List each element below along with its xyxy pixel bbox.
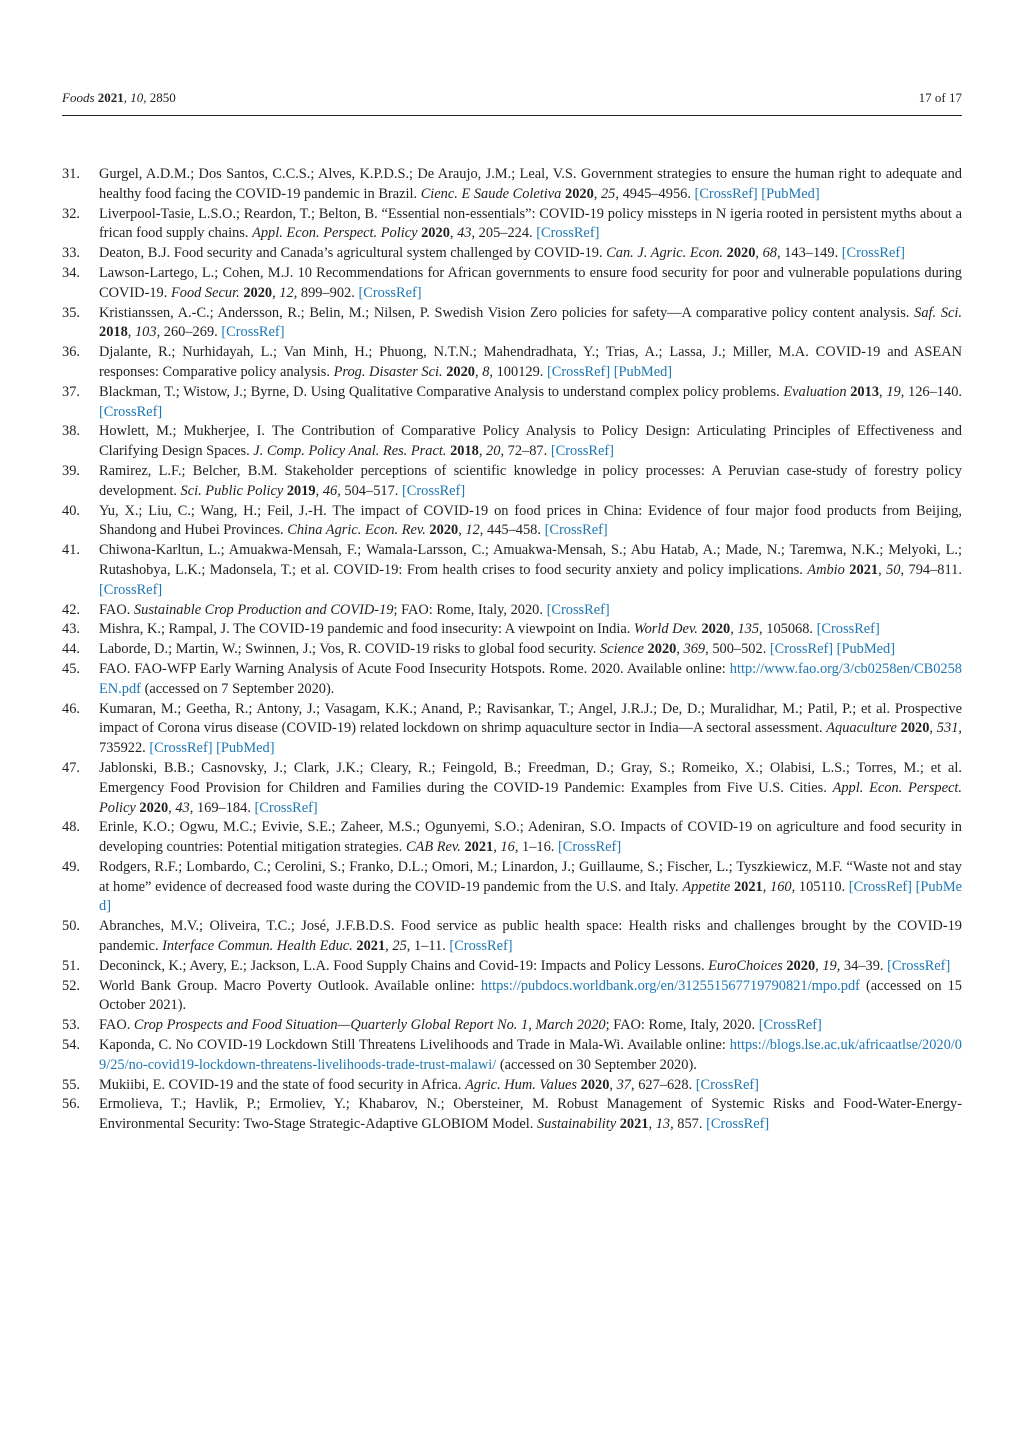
- reference-text: ,: [929, 720, 937, 737]
- reference-text: ,: [755, 245, 763, 262]
- crossref-link[interactable]: [CrossRef]: [769, 641, 834, 658]
- reference-italic-text: Saf. Sci.: [914, 304, 963, 321]
- reference-text: Djalante, R.; Nurhidayah, L.; Van Minh, H.; Phuong, N.T.N.; Mahendradhata, Y.; Trias, A.; Lassa, J.; Miller, M.A. COVID-19 and ASEAN responses: Comparative policy analysis.: [99, 344, 962, 380]
- crossref-link[interactable]: [CrossRef]: [887, 957, 951, 974]
- reference-year: 2020: [647, 641, 677, 658]
- reference-year: 2018: [99, 324, 128, 341]
- reference-italic-text: 135: [737, 621, 760, 638]
- reference-text: ,: [315, 482, 323, 499]
- reference-item: [62, 165, 962, 205]
- reference-year: 2021: [356, 938, 386, 955]
- reference-text: , 260–269.: [156, 324, 222, 341]
- reference-text: ,: [878, 561, 887, 578]
- reference-text: ; FAO: Rome, Italy, 2020.: [605, 1017, 759, 1034]
- reference-text: ,: [475, 363, 483, 380]
- reference-text: Deaton, B.J. Food security and Canada’s agricultural system challenged by COVID-19.: [99, 245, 607, 262]
- reference-italic-text: Cienc. E Saude Coletiva: [420, 185, 562, 202]
- reference-italic-text: 160: [770, 878, 792, 895]
- reference-text: Kumaran, M.; Geetha, R.; Antony, J.; Vasagam, K.K.; Anand, P.; Ravisankar, T.; Angel, J.R.J.; De, D.; Muralidhar, M.; Patil, P.; et al. Prospective impact of Corona virus disease (COVID-19) related lockdown on shrimp aquaculture sector in India—A sectoral assessment.: [99, 700, 962, 737]
- pubmed-link[interactable]: [PubMed]: [613, 363, 673, 380]
- reference-item: [62, 977, 962, 1017]
- reference-italic-text: Appl. Econ. Perspect. Policy: [252, 225, 418, 242]
- reference-item: [62, 917, 962, 957]
- reference-italic-text: Science: [599, 641, 644, 658]
- reference-item: [62, 462, 962, 502]
- reference-italic-text: Appl. Econ. Perspect. Policy: [99, 779, 962, 816]
- reference-italic-text: 19: [822, 957, 837, 974]
- crossref-link[interactable]: [CrossRef]: [221, 324, 285, 341]
- reference-text: , 205–224.: [471, 225, 537, 242]
- reference-year: 2019: [286, 482, 316, 499]
- reference-year: 2020: [421, 225, 450, 242]
- reference-italic-text: 68: [762, 245, 777, 262]
- reference-year: 2020: [565, 185, 594, 202]
- reference-text: ,: [609, 1076, 617, 1093]
- reference-text: , 1–16.: [514, 839, 558, 856]
- reference-text: Liverpool-Tasie, L.S.O.; Reardon, T.; Belton, B. “Essential non-essentials”: COVID-19 policy missteps in N igeria rooted in persistent myths about a frican food supply chains.: [99, 205, 962, 242]
- reference-text: Erinle, K.O.; Ogwu, M.C.; Evivie, S.E.; Zaheer, M.S.; Ogunyemi, S.O.; Adeniran, S.O. Impacts of COVID-19 on agriculture and food security in developing countries: Potential mitigation strategies.: [99, 819, 962, 856]
- reference-number: 47.: [62, 759, 80, 776]
- reference-italic-text: 12: [465, 522, 480, 539]
- reference-italic-text: Sustainable Crop Production and COVID-19: [133, 601, 394, 618]
- reference-number: 37.: [62, 383, 80, 400]
- reference-item: [62, 1076, 962, 1096]
- reference-year: 2021: [733, 878, 763, 895]
- reference-item: [62, 700, 962, 759]
- reference-italic-text: 20: [486, 443, 501, 460]
- reference-text: , 1–11.: [406, 938, 450, 955]
- reference-item: [62, 304, 962, 344]
- reference-text: , 4945–4956.: [615, 185, 695, 202]
- reference-text: Blackman, T.; Wistow, J.; Byrne, D. Using Qualitative Comparative Analysis to understand complex policy problems.: [99, 383, 784, 400]
- reference-text: Jablonski, B.B.; Casnovsky, J.; Clark, J.K.; Cleary, R.; Feingold, B.; Freedman, D.; Gray, S.; Romeiko, X.; Olabisi, L.S.; Torres, M.; et al. Emergency Food Provision for Children and Families during the COVID-19 Pandemic: Examples from Five U.S. Cities.: [99, 759, 962, 796]
- reference-italic-text: J. Comp. Policy Anal. Res. Pract.: [253, 443, 447, 460]
- reference-text: , 34–39.: [836, 957, 888, 974]
- journal-year: 2021: [97, 90, 124, 105]
- reference-item: [62, 957, 962, 977]
- reference-text: (accessed on 30 September 2020).: [496, 1056, 697, 1073]
- reference-number: 56.: [62, 1096, 80, 1113]
- reference-text: Kaponda, C. No COVID-19 Lockdown Still Threatens Livelihoods and Trade in Mala-Wi. Available online:: [99, 1037, 730, 1054]
- reference-number: 55.: [62, 1076, 80, 1093]
- reference-italic-text: Ambio: [807, 561, 845, 578]
- reference-italic-text: 46: [322, 482, 338, 499]
- reference-italic-text: 369: [683, 641, 706, 658]
- reference-number: 35.: [62, 304, 80, 321]
- reference-text: , 72–87.: [500, 443, 551, 460]
- reference-number: 32.: [62, 205, 80, 222]
- crossref-link[interactable]: [CrossRef]: [557, 839, 622, 856]
- reference-italic-text: Interface Commun. Health Educ.: [162, 938, 353, 955]
- reference-text: , 794–811.: [900, 561, 962, 578]
- reference-text: , 143–149.: [777, 245, 842, 262]
- reference-number: 53.: [62, 1017, 80, 1034]
- reference-item: [62, 640, 962, 660]
- reference-italic-text: 16: [500, 839, 515, 856]
- reference-number: 48.: [62, 819, 80, 836]
- reference-italic-text: 13: [655, 1116, 671, 1133]
- reference-text: , 899–902.: [293, 284, 359, 301]
- reference-italic-text: 37: [616, 1076, 631, 1093]
- reference-text: ,: [730, 621, 738, 638]
- pubmed-link[interactable]: [PubMed]: [99, 878, 963, 915]
- crossref-link[interactable]: [CrossRef]: [546, 363, 611, 380]
- reference-year: 2021: [849, 561, 879, 578]
- reference-italic-text: Sustainability: [536, 1116, 617, 1133]
- reference-year: 2013: [850, 383, 880, 400]
- reference-number: 39.: [62, 462, 80, 479]
- reference-text: , 169–184.: [189, 799, 255, 816]
- reference-text: World Bank Group. Macro Poverty Outlook. Available online:: [99, 977, 481, 994]
- reference-italic-text: 25: [392, 938, 407, 955]
- crossref-link[interactable]: [CrossRef]: [544, 522, 608, 539]
- article-number: , 2850: [143, 90, 176, 105]
- reference-italic-text: Food Secur.: [170, 284, 240, 301]
- crossref-link[interactable]: [CrossRef]: [401, 482, 466, 499]
- reference-number: 54.: [62, 1037, 80, 1054]
- crossref-link[interactable]: [CrossRef]: [694, 185, 758, 202]
- reference-year: 2018: [450, 443, 479, 460]
- reference-list: [62, 165, 962, 1135]
- reference-text: , 857.: [670, 1116, 707, 1133]
- crossref-link[interactable]: [CrossRef]: [546, 601, 610, 618]
- reference-text: ,: [478, 443, 487, 460]
- reference-text: ,: [676, 641, 684, 658]
- reference-italic-text: 8: [482, 363, 490, 380]
- reference-text: Mishra, K.; Rampal, J. The COVID-19 pandemic and food insecurity: A viewpoint on India.: [99, 621, 634, 638]
- crossref-link[interactable]: [CrossRef]: [706, 1116, 770, 1133]
- reference-url-link[interactable]: https://blogs.lse.ac.uk/africaatlse/2020/09/25/no-covid19-lockdown-threatens-livelihoods-trade-trust-malawi/: [99, 1037, 962, 1073]
- reference-italic-text: World Dev.: [633, 621, 698, 638]
- reference-text: Lawson-Lartego, L.; Cohen, M.J. 10 Recommendations for African governments to ensure food security for poor and vulnerable populations during COVID-19.: [99, 264, 962, 301]
- reference-year: 2020: [446, 363, 475, 380]
- reference-number: 31.: [62, 166, 80, 182]
- reference-number: 41.: [62, 542, 80, 559]
- reference-item: [62, 818, 962, 858]
- reference-text: ,: [127, 324, 135, 341]
- reference-year: 2020: [139, 799, 169, 816]
- reference-text: Laborde, D.; Martin, W.; Swinnen, J.; Vos, R. COVID-19 risks to global food security.: [99, 641, 600, 658]
- pubmed-link[interactable]: [PubMed]: [761, 185, 820, 202]
- reference-text: ,: [493, 839, 501, 856]
- reference-number: 46.: [62, 700, 80, 717]
- reference-url-link[interactable]: http://www.fao.org/3/cb0258en/CB0258EN.pdf: [99, 660, 962, 697]
- reference-item: [62, 660, 962, 700]
- running-header: [62, 88, 962, 110]
- reference-text: FAO.: [99, 1017, 134, 1034]
- crossref-link[interactable]: [CrossRef]: [758, 1017, 822, 1034]
- reference-text: ,: [385, 938, 393, 955]
- pubmed-link[interactable]: [PubMed]: [216, 740, 275, 757]
- header-rule: [62, 115, 962, 116]
- reference-text: , 105068.: [759, 621, 817, 638]
- reference-text: Mukiibi, E. COVID-19 and the state of food security in Africa.: [99, 1076, 466, 1093]
- reference-year: 2020: [786, 957, 816, 974]
- reference-text: ,: [815, 957, 823, 974]
- reference-text: ,: [168, 799, 176, 816]
- reference-italic-text: 12: [279, 284, 294, 301]
- crossref-link[interactable]: [CrossRef]: [695, 1076, 759, 1093]
- reference-italic-text: Prog. Disaster Sci.: [333, 363, 443, 380]
- reference-italic-text: China Agric. Econ. Rev.: [287, 522, 426, 539]
- reference-item: [62, 620, 962, 640]
- reference-italic-text: 103: [134, 324, 157, 341]
- reference-italic-text: Aquaculture: [826, 720, 897, 737]
- reference-number: 38.: [62, 423, 80, 440]
- reference-number: 36.: [62, 344, 80, 361]
- reference-item: [62, 601, 962, 621]
- reference-italic-text: 531: [936, 720, 959, 737]
- reference-text: ; FAO: Rome, Italy, 2020.: [393, 601, 547, 618]
- reference-italic-text: 50: [886, 561, 901, 578]
- reference-number: 52.: [62, 977, 80, 994]
- reference-item: [62, 759, 962, 818]
- reference-year: 2021: [619, 1116, 649, 1133]
- journal-volume: 10: [130, 90, 144, 105]
- reference-text: ,: [593, 185, 601, 202]
- reference-text: ,: [458, 522, 466, 539]
- crossref-link[interactable]: [CrossRef]: [536, 225, 600, 242]
- reference-item: [62, 502, 962, 542]
- reference-text: , 504–517.: [337, 482, 402, 499]
- reference-italic-text: Can. J. Agric. Econ.: [606, 245, 724, 262]
- reference-text: , 100129.: [489, 363, 547, 380]
- reference-item: [62, 1036, 962, 1076]
- reference-italic-text: CAB Rev.: [405, 839, 461, 856]
- reference-text: Deconinck, K.; Avery, E.; Jackson, L.A. Food Supply Chains and Covid-19: Impacts and Policy Lessons.: [99, 957, 709, 974]
- journal-citation: Foods 2021, 10, 2850: [62, 90, 176, 105]
- crossref-link[interactable]: [CrossRef]: [358, 284, 422, 301]
- reference-item: [62, 205, 962, 245]
- reference-text: , 126–140.: [900, 383, 962, 400]
- reference-italic-text: Appetite: [682, 878, 731, 895]
- reference-italic-text: Evaluation: [783, 383, 847, 400]
- crossref-link[interactable]: [CrossRef]: [449, 938, 513, 955]
- reference-year: 2020: [429, 522, 459, 539]
- reference-text: , 735922.: [99, 720, 962, 757]
- reference-text: ,: [449, 225, 458, 242]
- crossref-link[interactable]: [CrossRef]: [99, 581, 163, 598]
- reference-text: Rodgers, R.F.; Lombardo, C.; Cerolini, S.; Franko, D.L.; Omori, M.; Linardon, J.; Guillaume, S.; Fischer, L.; Tyszkiewicz, M.F. “Waste not and stay at home” evidence of decreased food waste during the COVID-19 pandemic from the U.S. and Italy.: [99, 858, 962, 895]
- reference-text: , 105110.: [791, 878, 849, 895]
- reference-italic-text: Sci. Public Policy: [180, 482, 284, 499]
- reference-item: [62, 383, 962, 423]
- reference-year: 2020: [580, 1076, 610, 1093]
- reference-text: , 627–628.: [631, 1076, 696, 1093]
- reference-italic-text: Agric. Hum. Values: [465, 1076, 578, 1093]
- reference-item: [62, 264, 962, 304]
- reference-italic-text: EuroChoices: [708, 957, 783, 974]
- reference-text: (accessed on 15 October 2021).: [99, 977, 962, 1014]
- crossref-link[interactable]: [CrossRef]: [816, 621, 880, 638]
- reference-url-link[interactable]: https://pubdocs.worldbank.org/en/312551567719790821/mpo.pdf: [480, 977, 860, 994]
- reference-year: 2020: [701, 621, 731, 638]
- reference-text: , 445–458.: [479, 522, 545, 539]
- reference-italic-text: 43: [175, 799, 190, 816]
- reference-year: 2020: [900, 720, 930, 737]
- pubmed-link[interactable]: [PubMed]: [836, 641, 896, 658]
- page-number: 17 of 17: [918, 90, 962, 105]
- reference-text: Kristianssen, A.-C.; Andersson, R.; Belin, M.; Nilsen, P. Swedish Vision Zero policies for safety—A comparative policy content analysis.: [99, 304, 915, 321]
- crossref-link[interactable]: [CrossRef]: [254, 799, 318, 816]
- reference-item: [62, 541, 962, 600]
- reference-text: Howlett, M.; Mukherjee, I. The Contribution of Comparative Policy Analysis to Policy Design: Articulating Principles of Effectiveness and Clarifying Design Spaces.: [99, 423, 962, 460]
- reference-item: [62, 858, 962, 917]
- reference-number: 49.: [62, 858, 80, 875]
- reference-item: [62, 1095, 962, 1135]
- reference-text: Yu, X.; Liu, C.; Wang, H.; Feil, J.-H. The impact of COVID-19 on food prices in China: Evidence of four major food products from Beijing, Shandong and Hubei Provinces.: [99, 502, 962, 539]
- crossref-link[interactable]: [CrossRef]: [550, 443, 614, 460]
- reference-italic-text: 19: [886, 383, 901, 400]
- reference-italic-text: 43: [457, 225, 472, 242]
- reference-text: ,: [272, 284, 280, 301]
- reference-number: 45.: [62, 660, 80, 677]
- crossref-link[interactable]: [CrossRef]: [149, 740, 213, 757]
- reference-text: ,: [879, 383, 887, 400]
- reference-text: Gurgel, A.D.M.; Dos Santos, C.C.S.; Alves, K.P.D.S.; De Araujo, J.M.; Leal, V.S. Government strategies to ensure the human right to adequate and healthy food facing the COVID-19 pandemic in Brazil.: [99, 166, 962, 202]
- reference-number: 43.: [62, 621, 80, 638]
- reference-text: Ramirez, L.F.; Belcher, B.M. Stakeholder perceptions of scientific knowledge in policy processes: A Peruvian case-study of forestry policy development.: [99, 462, 962, 499]
- reference-number: 51.: [62, 957, 80, 974]
- reference-number: 40.: [62, 502, 80, 519]
- reference-text: Abranches, M.V.; Oliveira, T.C.; José, J.F.B.D.S. Food service as public health space: Health risks and challenges brought by the COVID-19 pandemic.: [99, 918, 962, 955]
- reference-item: [62, 343, 962, 383]
- reference-item: [62, 244, 962, 264]
- reference-text: ,: [648, 1116, 656, 1133]
- crossref-link[interactable]: [CrossRef]: [848, 878, 912, 895]
- reference-number: 34.: [62, 264, 80, 281]
- journal-name: Foods: [62, 90, 95, 105]
- reference-text: FAO.: [99, 601, 134, 618]
- reference-item: [62, 1016, 962, 1036]
- reference-number: 33.: [62, 245, 80, 262]
- reference-number: 44.: [62, 641, 80, 658]
- reference-year: 2020: [726, 245, 756, 262]
- reference-text: FAO. FAO-WFP Early Warning Analysis of Acute Food Insecurity Hotspots. Rome. 2020. Available online:: [99, 660, 730, 677]
- reference-year: 2020: [243, 284, 273, 301]
- reference-text: ,: [762, 878, 771, 895]
- reference-italic-text: 25: [600, 185, 616, 202]
- reference-text: (accessed on 7 September 2020).: [140, 680, 335, 697]
- crossref-link[interactable]: [CrossRef]: [99, 403, 163, 420]
- reference-text: Ermolieva, T.; Havlik, P.; Ermoliev, Y.; Khabarov, N.; Obersteiner, M. Robust Management of Systemic Risks and Food-Water-Energy-Environmental Security: Two-Stage Strategic-Adaptive GLOBIOM Model.: [99, 1096, 962, 1133]
- crossref-link[interactable]: [CrossRef]: [841, 245, 905, 262]
- reference-number: 50.: [62, 918, 80, 935]
- reference-item: [62, 422, 962, 462]
- reference-italic-text: Crop Prospects and Food Situation—Quarterly Global Report No. 1, March 2020: [133, 1017, 606, 1034]
- reference-number: 42.: [62, 601, 80, 618]
- reference-text: , 500–502.: [705, 641, 770, 658]
- reference-year: 2021: [464, 839, 494, 856]
- reference-text: Chiwona-Karltun, L.; Amuakwa-Mensah, F.; Wamala-Larsson, C.; Amuakwa-Mensah, S.; Abu Hatab, A.; Made, N.; Taremwa, N.K.; Melyoki, L.; Rutashobya, L.K.; Madonsela, T.; et al. COVID-19: From health crises to food security anxiety and policy implications.: [99, 542, 962, 578]
